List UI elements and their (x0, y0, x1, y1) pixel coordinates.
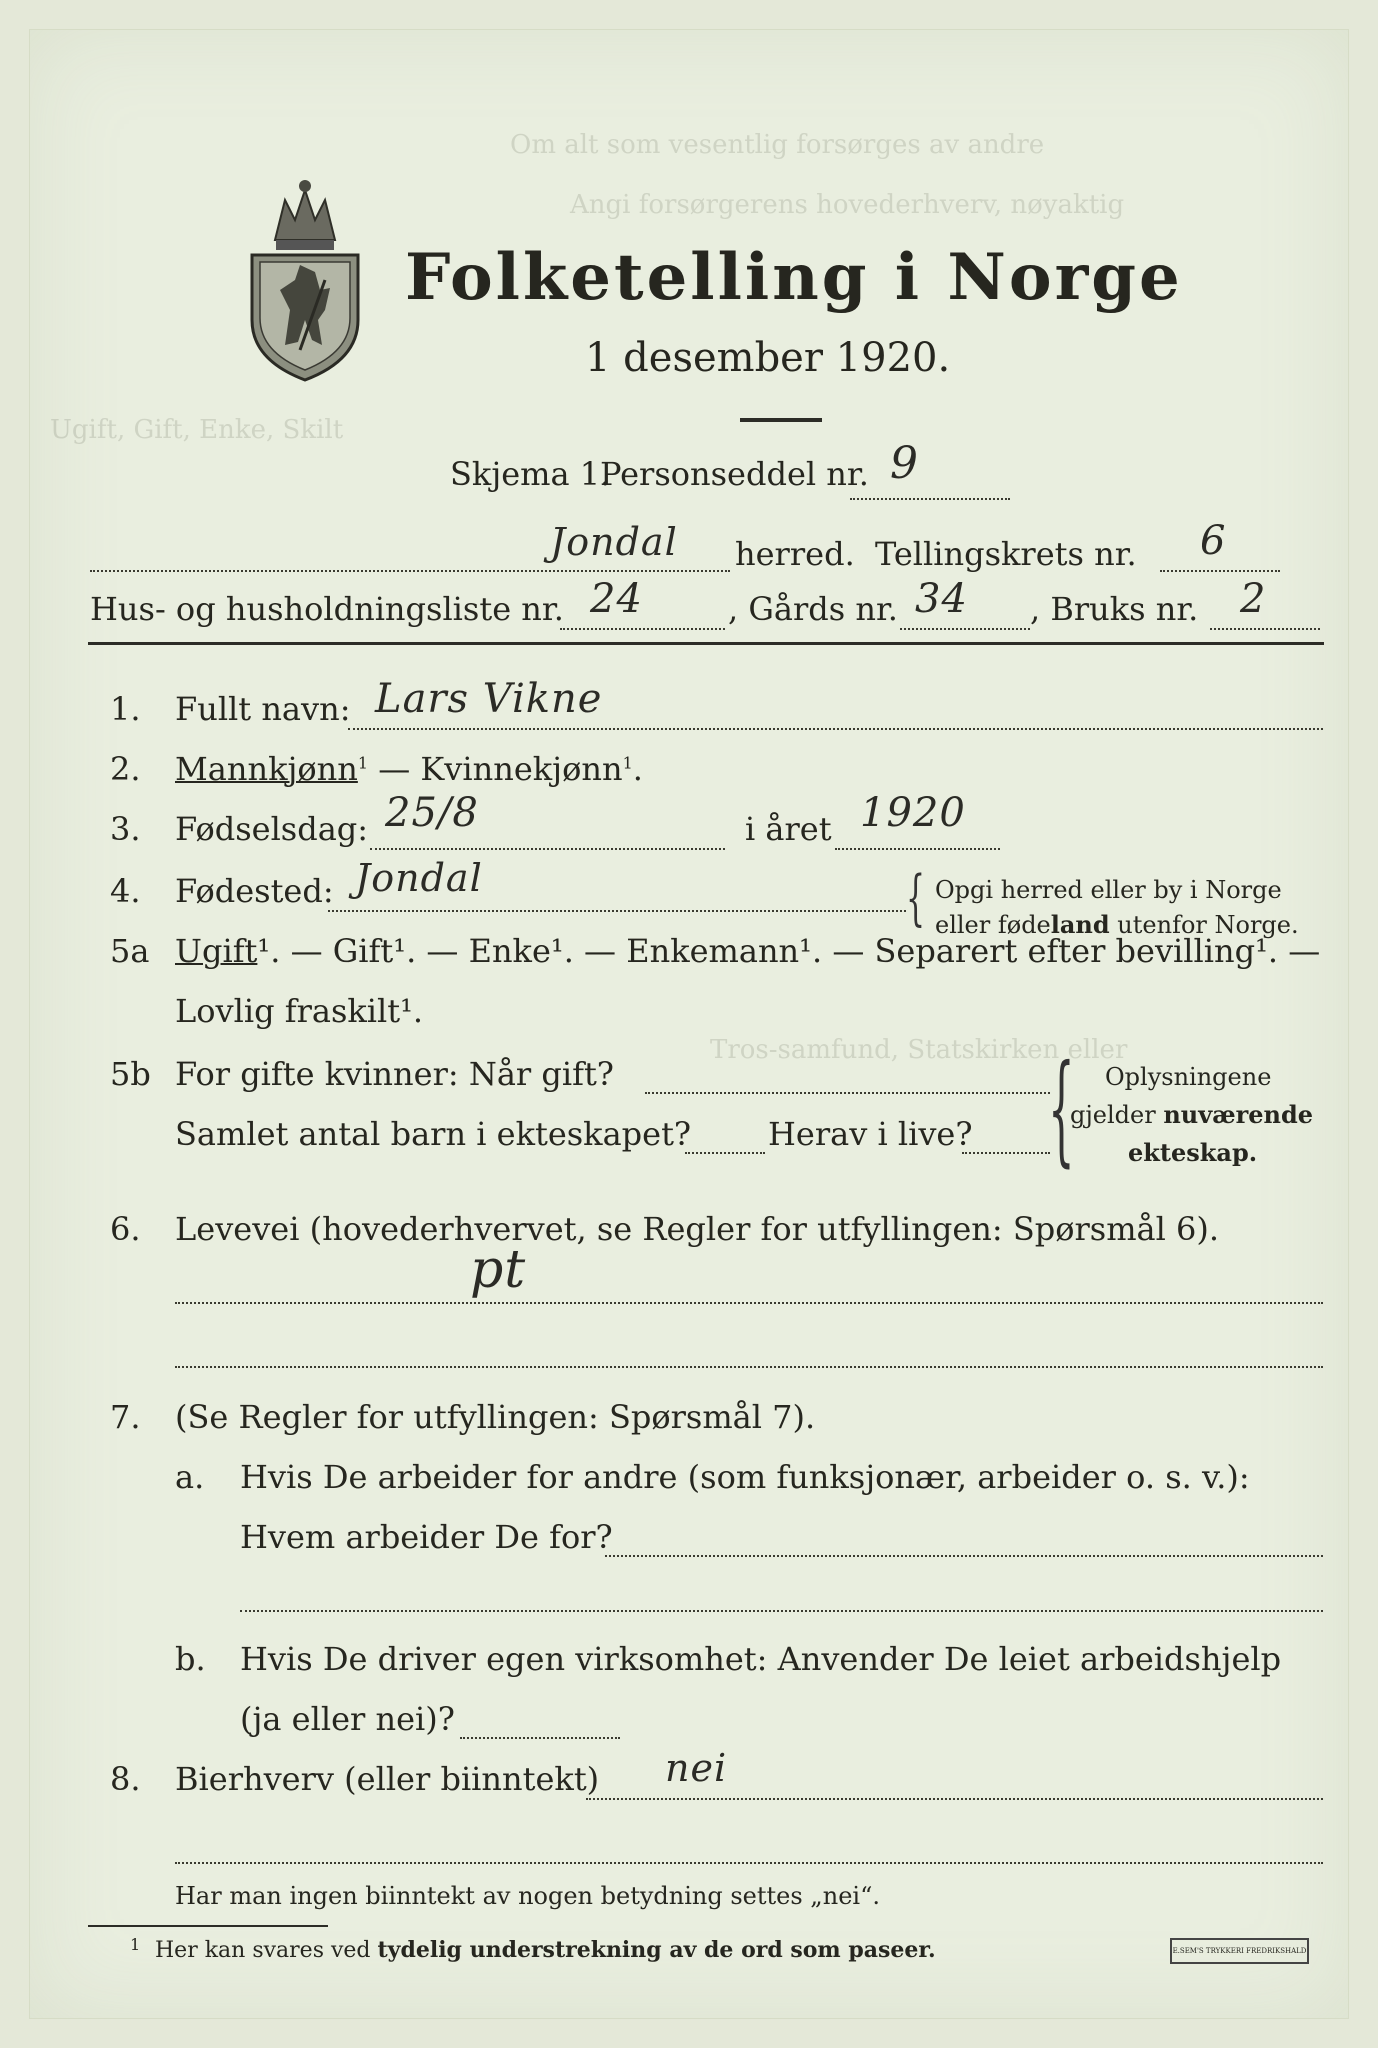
marital-status-options (175, 932, 1320, 970)
marriage-note (1070, 1100, 1313, 1129)
question-number: 3. (110, 810, 141, 848)
married-when-field-line (645, 1092, 1050, 1094)
form-title: Folketelling i Norge (405, 240, 1183, 315)
question-number: 7. (110, 1398, 141, 1436)
title-divider (740, 418, 822, 422)
children-alive-label: Herav i live? (768, 1115, 973, 1153)
section-divider (88, 642, 1324, 645)
birthplace-label: Fødested: (175, 872, 334, 910)
bleed-through-text: Tros-samfund, Statskirken eller (710, 1035, 1128, 1065)
marriage-note: Oplysningene (1105, 1063, 1272, 1091)
q7b-question: Hvis De driver egen virksomhet: Anvender De leiet arbeidshjelp (240, 1640, 1282, 1678)
q7a-letter: a. (175, 1458, 205, 1496)
q7b-letter: b. (175, 1640, 206, 1678)
birth-year-label: i året (745, 810, 832, 848)
husliste-field-line (560, 628, 725, 630)
note-text: utenfor Norge. (1109, 911, 1299, 939)
married-when-label: For gifte kvinner: Når gift? (175, 1055, 614, 1093)
footnote-text-bold: tydelig understrekning av de ord som paseer. (377, 1937, 936, 1963)
marital-divorced-option: Lovlig fraskilt¹. (175, 992, 424, 1030)
sex-options (175, 750, 643, 788)
side-income-field-line-2 (175, 1862, 1323, 1864)
full-name-value: Lars Vikne (375, 676, 603, 722)
tellingskrets-label: Tellingskrets nr. (875, 535, 1137, 573)
marriage-note: ekteskap. (1128, 1138, 1258, 1167)
personseddel-value: 9 (890, 438, 919, 489)
birth-year-field-line (835, 848, 1000, 850)
note-text: gjelder (1070, 1101, 1164, 1129)
q7a-question: Hvis De arbeider for andre (som funksjonær, arbeider o. s. v.): (240, 1458, 1250, 1496)
hired-help-field-line (460, 1737, 620, 1739)
note-text-bold: land (1050, 910, 1110, 939)
side-income-field-line (586, 1798, 1323, 1800)
brace: { (906, 863, 926, 933)
question-number: 4. (110, 872, 141, 910)
occupation-field-line (175, 1302, 1323, 1304)
question-number: 8. (110, 1760, 141, 1798)
punctuation: . (632, 750, 643, 788)
birthplace-field-line (328, 910, 906, 912)
tellingskrets-field-line (1160, 570, 1280, 572)
bruks-value: 2 (1240, 576, 1267, 622)
birthdate-value: 25/8 (385, 790, 479, 836)
birthdate-label: Fødselsdag: (175, 810, 369, 848)
footnote-text-regular: Her kan svares ved (155, 1938, 378, 1963)
employer-label: Hvem arbeider De for? (240, 1518, 613, 1556)
herred-value: Jondal (550, 520, 678, 564)
birthplace-value: Jondal (355, 856, 483, 900)
question-number: 5a (110, 932, 150, 970)
footnote-text (155, 1937, 936, 1963)
side-income-value: nei (665, 1746, 728, 1790)
note-text: eller føde (935, 911, 1051, 939)
occupation-field-line-2 (175, 1366, 1323, 1368)
note-text-bold: nuværende (1163, 1100, 1314, 1129)
bleed-through-text: Om alt som vesentlig forsørges av andre (510, 130, 1045, 160)
bruks-field-line (1210, 628, 1320, 630)
footnote-mark: 1 (130, 1935, 141, 1954)
census-date: 1 desember 1920. (585, 335, 951, 381)
children-alive-field-line (962, 1152, 1050, 1154)
bleed-through-text: Angi forsørgerens hovederhverv, nøyaktig (570, 190, 1125, 220)
printer-stamp: E.SEM'S TRYKKERI FREDRIKSHALD (1170, 1938, 1309, 1964)
occupation-label: Levevei (hovederhvervet, se Regler for utfyllingen: Spørsmål 6). (175, 1210, 1220, 1248)
sex-female-option: Kvinnekjønn (420, 750, 623, 788)
children-count-field-line (685, 1152, 765, 1154)
birthplace-note: Opgi herred eller by i Norge (935, 876, 1282, 904)
separator: — (368, 750, 421, 788)
side-income-label: Bierhverv (eller biinntekt) (175, 1760, 600, 1798)
full-name-label: Fullt navn: (175, 690, 351, 728)
husliste-label: Hus- og husholdningsliste nr. (90, 590, 564, 628)
personseddel-label: Personseddel nr. (600, 455, 869, 493)
tellingskrets-value: 6 (1200, 518, 1227, 564)
footnote-ref: 1 (357, 753, 369, 773)
husliste-value: 24 (590, 576, 643, 622)
bruks-label: , Bruks nr. (1030, 590, 1199, 628)
occupation-value: pt (470, 1240, 527, 1300)
census-form-page (30, 30, 1348, 2018)
schema-label: Skjema 1. (450, 455, 611, 493)
sex-male-option: Mannkjønn (175, 750, 358, 788)
question-number: 5b (110, 1055, 151, 1093)
question-number: 2. (110, 750, 141, 788)
gards-field-line (900, 628, 1030, 630)
gards-value: 34 (915, 576, 968, 622)
q7-label: (Se Regler for utfyllingen: Spørsmål 7). (175, 1398, 816, 1436)
children-count-label: Samlet antal barn i ekteskapet? (175, 1115, 692, 1153)
question-number: 6. (110, 1210, 141, 1248)
norwegian-coat-of-arms-icon (240, 170, 370, 385)
employer-field-line-2 (240, 1610, 1323, 1612)
side-income-note: Har man ingen biinntekt av nogen betydning settes „nei“. (175, 1882, 880, 1910)
footnote-ref: 1 (622, 753, 633, 773)
question-number: 1. (110, 690, 141, 728)
herred-field-line (90, 570, 730, 572)
full-name-field-line (348, 728, 1323, 730)
gards-label: , Gårds nr. (728, 590, 898, 628)
employer-field-line (605, 1555, 1323, 1557)
herred-label: herred. (735, 535, 855, 573)
marital-other-options: ¹. — Gift¹. — Enke¹. — Enkemann¹. — Separert efter bevilling¹. — (257, 932, 1321, 970)
birth-year-value: 1920 (860, 790, 966, 836)
personseddel-field-line (850, 498, 1010, 500)
hired-help-label: (ja eller nei)? (240, 1700, 455, 1738)
brace: { (1048, 1040, 1075, 1179)
bleed-through-text: Ugift, Gift, Enke, Skilt (50, 415, 344, 445)
footnote-divider (88, 1925, 328, 1927)
marital-unmarried-option: Ugift (175, 932, 258, 970)
birthdate-field-line (370, 848, 725, 850)
